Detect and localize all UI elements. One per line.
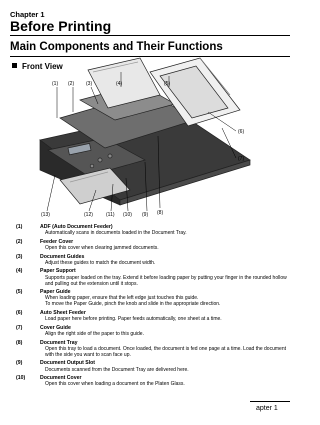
item-term: Auto Sheet Feeder [40,309,86,316]
list-item [16,268,292,287]
list-item [16,324,292,337]
item-term: Cover Guide [40,324,71,331]
list-item [16,289,292,308]
callout-5: (5) [164,81,171,87]
page-footer: apter 1 [256,405,278,412]
callout-1: (1) [52,81,59,87]
page-title: Before Printing [10,18,112,34]
item-desc: Open this cover when loading a document on the Platen Glass. [45,381,185,388]
item-desc: Adjust these guides to match the document width. [45,259,156,266]
callout-6: (6) [238,129,245,135]
subheading-text: Front View [22,62,63,71]
list-item [16,238,292,251]
item-term: Document Cover [40,375,82,382]
list-item [16,224,292,237]
item-term: Paper Guide [40,289,71,296]
item-desc: Align the right side of the paper to this guide. [45,330,144,337]
list-item [16,360,292,373]
item-term: Feeder Cover [40,238,74,245]
callout-3: (3) [86,81,93,87]
list-item [16,253,292,266]
item-desc: To move the Paper Guide, pinch the knob and slide in the appropriate direction. [45,301,221,308]
item-number: (10) [16,375,26,382]
list-item [16,339,292,358]
callout-4: (4) [116,81,123,87]
component-list [16,224,292,390]
item-desc: Supports paper loaded on the tray. Extend it before loading paper by putting your finger in the rounded hollow and pulling out the extension until it stops. [45,274,287,287]
chapter-label: Chapter 1 [10,10,45,19]
item-number: (9) [16,360,23,367]
printer-illustration [0,0,300,225]
item-desc: When loading paper, ensure that the left edge just touches this guide. [45,295,199,302]
item-number: (4) [16,268,23,275]
item-desc: Automatically scans in documents loaded in the Document Tray. [45,230,187,237]
callout-7: (7) [238,156,245,162]
callout-13: (13) [41,212,50,218]
item-number: (2) [16,238,23,245]
callout-12: (12) [84,212,93,218]
list-item [16,375,292,388]
item-number: (7) [16,324,23,331]
item-number: (3) [16,253,23,260]
callout-11: (11) [106,212,115,218]
section-title: Main Components and Their Functions [10,41,223,53]
item-term: Document Tray [40,339,78,346]
item-desc: Load paper here before printing. Paper feeds automatically, one sheet at a time. [45,316,222,323]
item-term: ADF (Auto Document Feeder) [40,224,113,230]
item-number: (8) [16,339,23,346]
callout-9: (9) [142,212,149,218]
callout-2: (2) [68,81,75,87]
item-number: (1) [16,224,23,230]
footer-rule [250,401,290,402]
item-number: (5) [16,289,23,296]
item-desc: Open this cover when clearing jammed documents. [45,245,159,251]
item-desc: Open this tray to load a document. Once loaded, the document is fed one page at a time. Load the document with the side you want to scan face up. [45,345,286,358]
item-term: Paper Support [40,268,76,275]
callout-10: (10) [123,212,132,218]
item-term: Document Output Slot [40,360,96,367]
item-term: Document Guides [40,253,85,260]
item-desc: Documents scanned from the Document Tray are delivered here. [45,366,189,373]
item-number: (6) [16,309,23,316]
list-item [16,309,292,323]
callout-8: (8) [157,210,164,216]
